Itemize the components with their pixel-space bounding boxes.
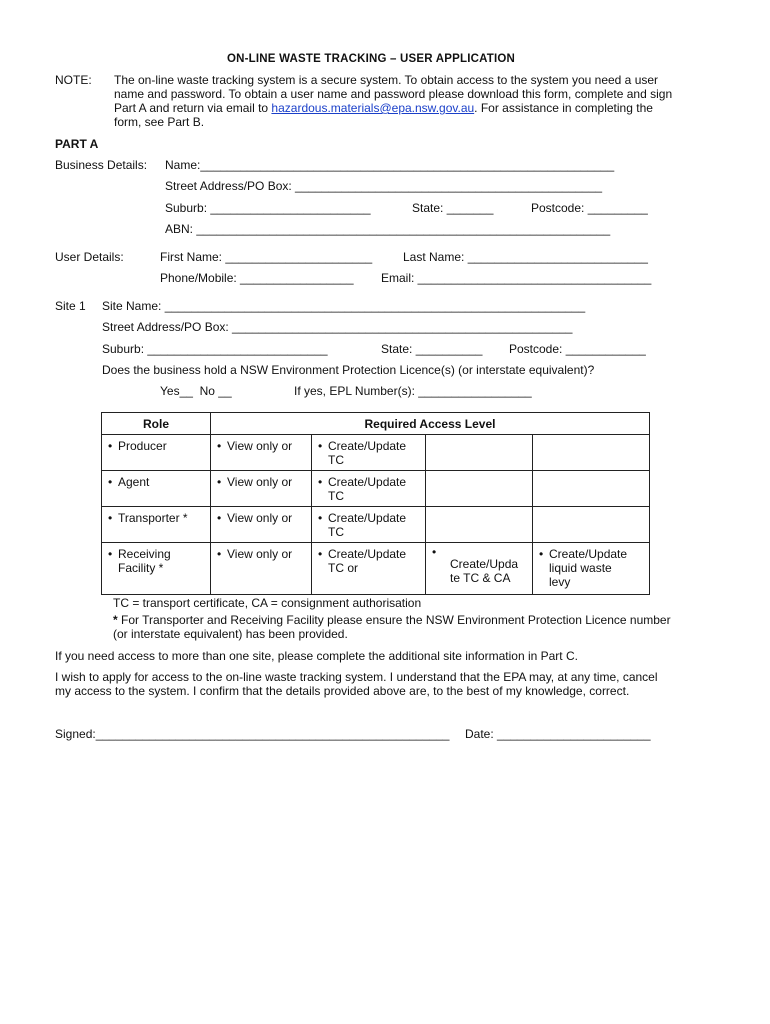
- note-line-4: form, see Part B.: [114, 115, 205, 129]
- business-name-field[interactable]: Name:______________________________________________________________: [165, 158, 615, 172]
- business-details-label: Business Details:: [55, 158, 148, 172]
- business-postcode-field[interactable]: Postcode: _________: [531, 201, 648, 215]
- bullet-icon: •: [108, 475, 113, 489]
- site-name-field[interactable]: Site Name: _______________________________________________________________: [102, 299, 586, 313]
- bullet-icon: •: [217, 511, 222, 525]
- more-sites-note: If you need access to more than one site, please complete the additional site information in Part C.: [55, 649, 578, 663]
- licence-yes-no[interactable]: Yes__ No __: [160, 384, 232, 398]
- create-update-option[interactable]: Create/Update TC or: [328, 547, 407, 575]
- site-label: Site 1: [55, 299, 86, 313]
- bullet-icon: •: [217, 475, 222, 489]
- create-update-option[interactable]: Create/Update TC: [328, 511, 407, 539]
- table-row: [102, 471, 650, 507]
- note-line-2: name and password. To obtain a user name and password please download this form, complete and sign: [114, 87, 673, 101]
- bullet-icon: •: [318, 547, 323, 561]
- view-only-option[interactable]: View only or: [227, 475, 293, 489]
- create-update-tc-ca-option[interactable]: Create/Upda te TC & CA: [450, 557, 519, 585]
- view-only-option[interactable]: View only or: [227, 511, 293, 525]
- footnote-abbreviations: TC = transport certificate, CA = consignment authorisation: [113, 596, 422, 610]
- empty-cell: [533, 471, 650, 507]
- phone-field[interactable]: Phone/Mobile: _________________: [160, 271, 354, 285]
- empty-cell: [426, 471, 533, 507]
- table-row: [102, 543, 650, 595]
- date-field[interactable]: Date: _______________________: [465, 727, 651, 741]
- declaration-line-2: my access to the system. I confirm that the details provided above are, to the best of my knowledge, correct.: [55, 684, 630, 698]
- site-suburb-field[interactable]: Suburb: ___________________________: [102, 342, 328, 356]
- table-row: [102, 507, 650, 543]
- bullet-icon: •: [432, 545, 437, 559]
- role-agent: Agent: [118, 475, 150, 489]
- role-producer: Producer: [118, 439, 167, 453]
- note-line-3-end: . For assistance in completing the: [474, 101, 653, 115]
- part-a-heading: PART A: [55, 137, 99, 151]
- bullet-icon: •: [318, 511, 323, 525]
- email-link[interactable]: hazardous.materials@epa.nsw.gov.au: [271, 101, 475, 115]
- bullet-icon: •: [108, 547, 113, 561]
- business-abn-field[interactable]: ABN: ______________________________________________________________: [165, 222, 611, 236]
- bullet-icon: •: [217, 547, 222, 561]
- site-state-field[interactable]: State: __________: [381, 342, 483, 356]
- view-only-option[interactable]: View only or: [227, 547, 293, 561]
- business-state-field[interactable]: State: _______: [412, 201, 494, 215]
- bullet-icon: •: [539, 547, 544, 561]
- note-label: NOTE:: [55, 73, 92, 87]
- access-level-table: [101, 412, 650, 595]
- form-title: ON-LINE WASTE TRACKING – USER APPLICATION: [227, 53, 516, 65]
- bullet-icon: •: [318, 475, 323, 489]
- note-line-1: The on-line waste tracking system is a secure system. To obtain access to the system you need a user: [114, 73, 659, 87]
- table-row: [102, 435, 650, 471]
- first-name-field[interactable]: First Name: ______________________: [160, 250, 373, 264]
- bullet-icon: •: [108, 511, 113, 525]
- table-header-row: [102, 413, 650, 435]
- site-street-field[interactable]: Street Address/PO Box: ___________________________________________________: [102, 320, 573, 334]
- empty-cell: [426, 435, 533, 471]
- note-line-3-text: Part A and return via email to: [114, 101, 272, 115]
- business-street-field[interactable]: Street Address/PO Box: ______________________________________________: [165, 179, 603, 193]
- epl-number-field[interactable]: If yes, EPL Number(s): _________________: [294, 384, 532, 398]
- business-suburb-field[interactable]: Suburb: ________________________: [165, 201, 371, 215]
- role-receiving-facility: Receiving Facility *: [118, 547, 171, 575]
- bullet-icon: •: [318, 439, 323, 453]
- footnote-star: *: [113, 613, 118, 627]
- user-details-label: User Details:: [55, 250, 124, 264]
- bullet-icon: •: [108, 439, 113, 453]
- bullet-icon: •: [217, 439, 222, 453]
- site-postcode-field[interactable]: Postcode: ____________: [509, 342, 646, 356]
- note-line-3: [114, 101, 653, 115]
- view-only-option[interactable]: View only or: [227, 439, 293, 453]
- empty-cell: [533, 435, 650, 471]
- create-update-option[interactable]: Create/Update TC: [328, 475, 407, 503]
- footnote-licence-line-2: (or interstate equivalent) has been provided.: [113, 627, 348, 641]
- empty-cell: [426, 507, 533, 543]
- role-header: Role: [102, 413, 211, 435]
- create-update-option[interactable]: Create/Update TC: [328, 439, 407, 467]
- last-name-field[interactable]: Last Name: ___________________________: [403, 250, 648, 264]
- signature-field[interactable]: Signed:_____________________________________________________: [55, 727, 450, 741]
- empty-cell: [533, 507, 650, 543]
- declaration-line-1: I wish to apply for access to the on-line waste tracking system. I understand that the EPA may, at any time, cancel: [55, 670, 658, 684]
- footnote-licence-text: For Transporter and Receiving Facility please ensure the NSW Environment Protection Licence number: [117, 613, 671, 627]
- footnote-licence: [113, 613, 671, 627]
- user-email-field[interactable]: Email: ___________________________________: [381, 271, 652, 285]
- create-update-levy-option[interactable]: Create/Update liquid waste levy: [549, 547, 628, 589]
- licence-question: Does the business hold a NSW Environment Protection Licence(s) (or interstate equivalent)?: [102, 363, 595, 377]
- role-transporter: Transporter *: [118, 511, 188, 525]
- access-header: Required Access Level: [211, 413, 650, 435]
